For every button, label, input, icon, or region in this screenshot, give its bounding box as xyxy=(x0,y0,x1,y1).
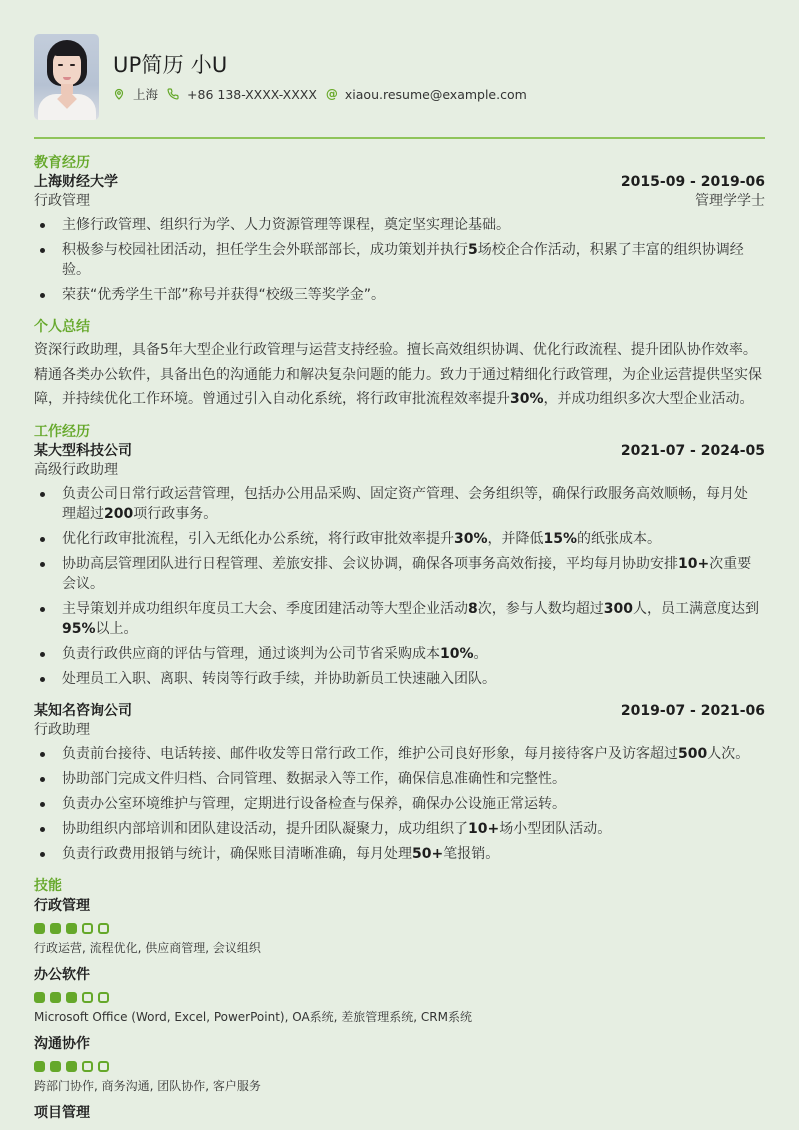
skill-rating xyxy=(34,992,765,1003)
rating-filled-icon xyxy=(34,923,45,934)
location-text: 上海 xyxy=(133,87,159,102)
major: 行政管理 xyxy=(34,193,90,209)
at-sign-icon: @ xyxy=(325,87,338,101)
education-bullets xyxy=(34,215,765,305)
company-name: 某大型科技公司 xyxy=(34,442,132,459)
skills-section xyxy=(34,876,765,1123)
rating-filled-icon xyxy=(50,992,61,1003)
section-title-work: 工作经历 xyxy=(34,423,90,440)
skill-item xyxy=(34,1034,765,1095)
section-title-skills: 技能 xyxy=(34,877,62,894)
rating-filled-icon xyxy=(34,1061,45,1072)
contact-location xyxy=(113,85,158,103)
skill-name: 办公软件 xyxy=(34,966,90,983)
bullet-item: 协助高层管理团队进行日程管理、差旅安排、会议协调，确保各项事务高效衔接，平均每月协助安排10+次重要会议。 xyxy=(34,554,765,594)
school-name: 上海财经大学 xyxy=(34,174,118,190)
skill-name: 沟通协作 xyxy=(34,1035,90,1052)
rating-filled-icon xyxy=(66,992,77,1003)
job-dates: 2021-07 - 2024-05 xyxy=(620,442,765,459)
skills-list xyxy=(34,896,765,1123)
job-entry xyxy=(34,702,765,864)
degree: 管理学学士 xyxy=(695,193,765,209)
resume-page xyxy=(34,34,765,1130)
bullet-item: 处理员工入职、离职、转岗等行政手续，并协助新员工快速融入团队。 xyxy=(34,669,765,689)
bullet-item: 荣获“优秀学生干部”称号并获得“校级三等奖学金”。 xyxy=(34,285,765,305)
rating-empty-icon xyxy=(82,923,93,934)
summary-section xyxy=(34,317,765,412)
summary-text: 资深行政助理，具备5年大型企业行政管理与运营支持经验。擅长高效组织协调、优化行政流程、提升团队协作效率。精通各类办公软件，具备出色的沟通能力和解决复杂问题的能力。致力于通过精细化行政管理，为企业运营提供坚实保障，并持续优化工作环境。曾通过引入自动化系统，将行政审批流程效率提升30%，并成功组织多次大型企业活动。 xyxy=(34,342,762,407)
rating-empty-icon xyxy=(82,1061,93,1072)
contact-phone xyxy=(167,87,317,102)
bullet-item: 负责行政供应商的评估与管理，通过谈判为公司节省采购成本10%。 xyxy=(34,644,765,664)
bullet-item: 协助组织内部培训和团队建设活动，提升团队凝聚力，成功组织了10+场小型团队活动。 xyxy=(34,819,765,839)
job-bullets xyxy=(34,484,765,689)
bullet-item: 负责前台接待、电话转接、邮件收发等日常行政工作，维护公司良好形象，每月接待客户及访客超过500人次。 xyxy=(34,744,765,764)
bullet-item: 负责办公室环境维护与管理，定期进行设备检查与保养，确保办公设施正常运转。 xyxy=(34,794,765,814)
rating-filled-icon xyxy=(66,1061,77,1072)
bullet-item: 负责公司日常行政运营管理，包括办公用品采购、固定资产管理、会务组织等，确保行政服务高效顺畅，每月处理超过200项行政事务。 xyxy=(34,484,765,524)
section-title-education: 教育经历 xyxy=(34,155,90,171)
phone-icon xyxy=(167,88,179,100)
bullet-item: 协助部门完成文件归档、合同管理、数据录入等工作，确保信息准确性和完整性。 xyxy=(34,769,765,789)
work-section xyxy=(34,422,765,864)
job-role: 高级行政助理 xyxy=(34,461,118,478)
skill-keywords: 行政运营, 流程优化, 供应商管理, 会议组织 xyxy=(34,940,261,955)
candidate-name: UP简历 小U xyxy=(113,53,228,77)
skill-name: 项目管理 xyxy=(34,1104,90,1121)
education-dates: 2015-09 - 2019-06 xyxy=(620,174,765,190)
skill-item xyxy=(34,896,765,957)
map-pin-icon xyxy=(113,88,125,100)
bullet-item: 优化行政审批流程，引入无纸化办公系统，将行政审批效率提升30%，并降低15%的纸张成本。 xyxy=(34,529,765,549)
skill-rating xyxy=(34,1061,765,1072)
bullet-item: 主导策划并成功组织年度员工大会、季度团建活动等大型企业活动8次，参与人数均超过300人，员工满意度达到95%以上。 xyxy=(34,599,765,639)
skill-rating xyxy=(34,923,765,934)
job-dates: 2019-07 - 2021-06 xyxy=(620,702,765,719)
bullet-item: 主修行政管理、组织行为学、人力资源管理等课程，奠定坚实理论基础。 xyxy=(34,215,765,235)
rating-filled-icon xyxy=(50,923,61,934)
job-role: 行政助理 xyxy=(34,721,90,738)
header-info xyxy=(113,34,536,103)
company-name: 某知名咨询公司 xyxy=(34,702,132,719)
rating-empty-icon xyxy=(98,992,109,1003)
bullet-item: 积极参与校园社团活动，担任学生会外联部部长，成功策划并执行5场校企合作活动，积累了丰富的组织协调经验。 xyxy=(34,240,765,280)
section-title-summary: 个人总结 xyxy=(34,319,90,335)
contact-email xyxy=(326,87,527,102)
rating-filled-icon xyxy=(34,992,45,1003)
rating-filled-icon xyxy=(66,923,77,934)
skill-name: 行政管理 xyxy=(34,897,90,914)
email-text: xiaou.resume@example.com xyxy=(344,86,527,102)
skill-item xyxy=(34,965,765,1026)
rating-filled-icon xyxy=(50,1061,61,1072)
bullet-item: 负责行政费用报销与统计，确保账目清晰准确，每月处理50+笔报销。 xyxy=(34,844,765,864)
contact-line xyxy=(113,85,536,103)
rating-empty-icon xyxy=(98,923,109,934)
skill-keywords: 跨部门协作, 商务沟通, 团队协作, 客户服务 xyxy=(34,1078,261,1093)
skill-item xyxy=(34,1103,765,1123)
phone-text: +86 138-XXXX-XXXX xyxy=(187,86,317,102)
rating-empty-icon xyxy=(82,992,93,1003)
profile-photo xyxy=(34,34,99,120)
education-section xyxy=(34,153,765,305)
skill-keywords: Microsoft Office (Word, Excel, PowerPoint), OA系统, 差旅管理系统, CRM系统 xyxy=(34,1009,472,1024)
rating-empty-icon xyxy=(98,1061,109,1072)
header-divider xyxy=(34,137,765,139)
job-bullets xyxy=(34,744,765,864)
job-entry xyxy=(34,442,765,689)
resume-header xyxy=(34,34,765,120)
